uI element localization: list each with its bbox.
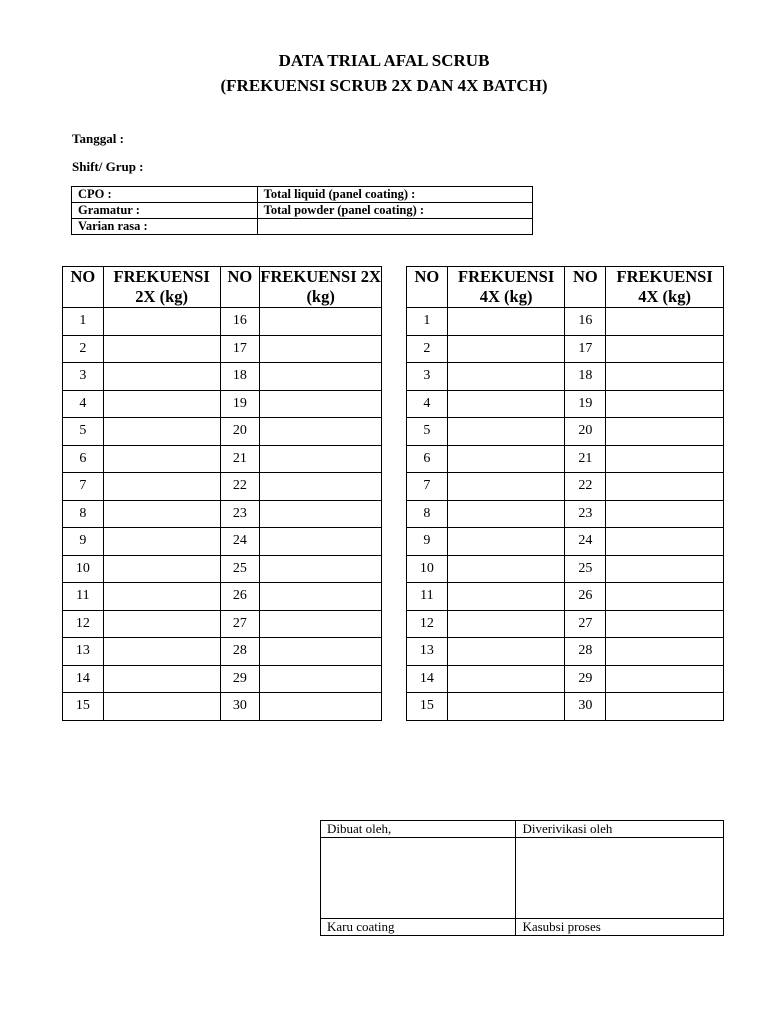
frekuensi-value-cell — [606, 445, 724, 473]
frekuensi-value-cell — [103, 665, 220, 693]
frekuensi-value-cell — [447, 473, 565, 501]
row-number: 4 — [407, 390, 448, 418]
frekuensi-value-cell — [260, 610, 382, 638]
table-row — [63, 390, 382, 418]
row-number: 23 — [220, 500, 260, 528]
table-row — [407, 500, 724, 528]
frekuensi-value-cell — [103, 335, 220, 363]
frekuensi-value-cell — [260, 665, 382, 693]
frekuensi-value-cell — [260, 528, 382, 556]
table-row — [407, 555, 724, 583]
frekuensi-4x-table — [406, 266, 724, 721]
gramatur-field: Gramatur : — [72, 203, 258, 219]
row-number: 26 — [565, 583, 606, 611]
frekuensi-value-cell — [606, 473, 724, 501]
frekuensi-value-cell — [606, 555, 724, 583]
row-number: 26 — [220, 583, 260, 611]
table-row — [407, 308, 724, 336]
frekuensi-header: FREKUENSI 2X (kg) — [260, 267, 381, 306]
row-number: 30 — [565, 693, 606, 721]
frekuensi-value-cell — [606, 308, 724, 336]
frekuensi-value-cell — [260, 638, 382, 666]
frekuensi-header: FREKUENSI 4X (kg) — [606, 267, 724, 308]
table-row — [63, 418, 382, 446]
row-number: 7 — [407, 473, 448, 501]
row-number: 25 — [565, 555, 606, 583]
frekuensi-value-cell — [606, 528, 724, 556]
frekuensi-value-cell — [447, 610, 565, 638]
row-number: 14 — [407, 665, 448, 693]
row-number: 22 — [565, 473, 606, 501]
frekuensi-value-cell — [447, 693, 565, 721]
table-row — [407, 638, 724, 666]
table-row — [63, 500, 382, 528]
row-number: 29 — [565, 665, 606, 693]
row-number: 25 — [220, 555, 260, 583]
frekuensi-value-cell — [447, 363, 565, 391]
info-table — [71, 186, 533, 235]
no-header: NO — [220, 267, 260, 308]
row-number: 8 — [63, 500, 104, 528]
row-number: 18 — [565, 363, 606, 391]
row-number: 5 — [407, 418, 448, 446]
frekuensi-value-cell — [260, 335, 382, 363]
row-number: 1 — [63, 308, 104, 336]
frekuensi-value-cell — [103, 445, 220, 473]
empty-cell — [257, 219, 532, 235]
table-row — [407, 610, 724, 638]
row-number: 15 — [63, 693, 104, 721]
row-number: 8 — [407, 500, 448, 528]
frekuensi-value-cell — [606, 693, 724, 721]
row-number: 10 — [63, 555, 104, 583]
row-number: 14 — [63, 665, 104, 693]
frekuensi-value-cell — [260, 583, 382, 611]
row-number: 28 — [220, 638, 260, 666]
frekuensi-value-cell — [447, 555, 565, 583]
row-number: 16 — [565, 308, 606, 336]
row-number: 6 — [63, 445, 104, 473]
row-number: 13 — [63, 638, 104, 666]
frekuensi-value-cell — [447, 665, 565, 693]
row-number: 11 — [407, 583, 448, 611]
table-row — [407, 363, 724, 391]
frekuensi-value-cell — [260, 363, 382, 391]
row-number: 23 — [565, 500, 606, 528]
row-number: 17 — [220, 335, 260, 363]
row-number: 29 — [220, 665, 260, 693]
row-number: 11 — [63, 583, 104, 611]
frekuensi-value-cell — [447, 500, 565, 528]
frekuensi-value-cell — [447, 528, 565, 556]
frekuensi-value-cell — [260, 418, 382, 446]
frekuensi-value-cell — [606, 500, 724, 528]
table-row — [63, 693, 382, 721]
table-row — [63, 638, 382, 666]
frekuensi-value-cell — [260, 445, 382, 473]
table-row — [407, 335, 724, 363]
dibuat-oleh-label: Dibuat oleh, — [321, 821, 516, 838]
row-number: 28 — [565, 638, 606, 666]
frekuensi-value-cell — [260, 555, 382, 583]
no-header: NO — [63, 267, 104, 308]
row-number: 22 — [220, 473, 260, 501]
row-number: 7 — [63, 473, 104, 501]
row-number: 5 — [63, 418, 104, 446]
frekuensi-value-cell — [260, 500, 382, 528]
frekuensi-value-cell — [260, 308, 382, 336]
row-number: 3 — [63, 363, 104, 391]
frekuensi-value-cell — [103, 610, 220, 638]
title-line-1: DATA TRIAL AFAL SCRUB — [278, 51, 490, 70]
frekuensi-value-cell — [606, 390, 724, 418]
kasubsi-proses-label: Kasubsi proses — [516, 919, 724, 936]
row-number: 21 — [565, 445, 606, 473]
row-number: 24 — [220, 528, 260, 556]
table-row — [63, 335, 382, 363]
table-row — [407, 445, 724, 473]
karu-coating-label: Karu coating — [321, 919, 516, 936]
signature-box-verifier — [516, 838, 724, 919]
frekuensi-value-cell — [447, 308, 565, 336]
row-number: 21 — [220, 445, 260, 473]
row-number: 16 — [220, 308, 260, 336]
row-number: 9 — [63, 528, 104, 556]
frekuensi-value-cell — [103, 473, 220, 501]
row-number: 27 — [565, 610, 606, 638]
signature-box-maker — [321, 838, 516, 919]
cpo-field: CPO : — [72, 187, 258, 203]
row-number: 2 — [63, 335, 104, 363]
row-number: 27 — [220, 610, 260, 638]
row-number: 1 — [407, 308, 448, 336]
frekuensi-value-cell — [447, 638, 565, 666]
frekuensi-value-cell — [260, 693, 382, 721]
frekuensi-value-cell — [103, 528, 220, 556]
table-row — [63, 610, 382, 638]
row-number: 30 — [220, 693, 260, 721]
table-row — [63, 363, 382, 391]
frekuensi-value-cell — [103, 418, 220, 446]
table-row — [407, 693, 724, 721]
varian-rasa-field: Varian rasa : — [72, 219, 258, 235]
frekuensi-value-cell — [447, 418, 565, 446]
tanggal-field: Tanggal : — [72, 131, 124, 146]
frekuensi-value-cell — [103, 500, 220, 528]
row-number: 19 — [220, 390, 260, 418]
row-number: 9 — [407, 528, 448, 556]
frekuensi-value-cell — [103, 555, 220, 583]
row-number: 12 — [63, 610, 104, 638]
frekuensi-header: FREKUENSI 2X (kg) — [103, 267, 220, 308]
table-row — [63, 528, 382, 556]
frekuensi-value-cell — [447, 335, 565, 363]
frekuensi-header: FREKUENSI 4X (kg) — [447, 267, 565, 308]
frekuensi-value-cell — [260, 390, 382, 418]
frekuensi-value-cell — [447, 583, 565, 611]
diverifikasi-oleh-label: Diverivikasi oleh — [516, 821, 724, 838]
total-liquid-field: Total liquid (panel coating) : — [257, 187, 532, 203]
shift-grup-field: Shift/ Grup : — [72, 159, 144, 174]
frekuensi-value-cell — [103, 390, 220, 418]
row-number: 17 — [565, 335, 606, 363]
table-row — [63, 665, 382, 693]
row-number: 3 — [407, 363, 448, 391]
table-row — [63, 555, 382, 583]
frekuensi-value-cell — [447, 445, 565, 473]
frekuensi-value-cell — [447, 390, 565, 418]
row-number: 4 — [63, 390, 104, 418]
row-number: 13 — [407, 638, 448, 666]
frekuensi-value-cell — [103, 638, 220, 666]
frekuensi-value-cell — [606, 335, 724, 363]
frekuensi-value-cell — [260, 473, 382, 501]
title-line-2: (FREKUENSI SCRUB 2X DAN 4X BATCH) — [220, 76, 548, 95]
row-number: 6 — [407, 445, 448, 473]
row-number: 24 — [565, 528, 606, 556]
frekuensi-value-cell — [606, 610, 724, 638]
table-row — [407, 528, 724, 556]
row-number: 19 — [565, 390, 606, 418]
frekuensi-value-cell — [103, 583, 220, 611]
document-title — [0, 48, 768, 98]
row-number: 10 — [407, 555, 448, 583]
row-number: 20 — [565, 418, 606, 446]
row-number: 12 — [407, 610, 448, 638]
table-row — [63, 445, 382, 473]
frekuensi-value-cell — [606, 665, 724, 693]
row-number: 2 — [407, 335, 448, 363]
no-header: NO — [407, 267, 448, 308]
no-header: NO — [565, 267, 606, 308]
table-row — [63, 308, 382, 336]
table-row — [407, 665, 724, 693]
row-number: 20 — [220, 418, 260, 446]
frekuensi-value-cell — [606, 583, 724, 611]
frekuensi-value-cell — [606, 638, 724, 666]
table-row — [63, 473, 382, 501]
frekuensi-value-cell — [103, 308, 220, 336]
table-row — [407, 583, 724, 611]
table-row — [407, 390, 724, 418]
row-number: 15 — [407, 693, 448, 721]
row-number: 18 — [220, 363, 260, 391]
frekuensi-value-cell — [103, 363, 220, 391]
signature-table — [320, 820, 724, 936]
table-row — [407, 418, 724, 446]
table-row — [63, 583, 382, 611]
frekuensi-value-cell — [606, 418, 724, 446]
frekuensi-2x-table — [62, 266, 382, 721]
frekuensi-value-cell — [103, 693, 220, 721]
frekuensi-value-cell — [606, 363, 724, 391]
total-powder-field: Total powder (panel coating) : — [257, 203, 532, 219]
table-row — [407, 473, 724, 501]
